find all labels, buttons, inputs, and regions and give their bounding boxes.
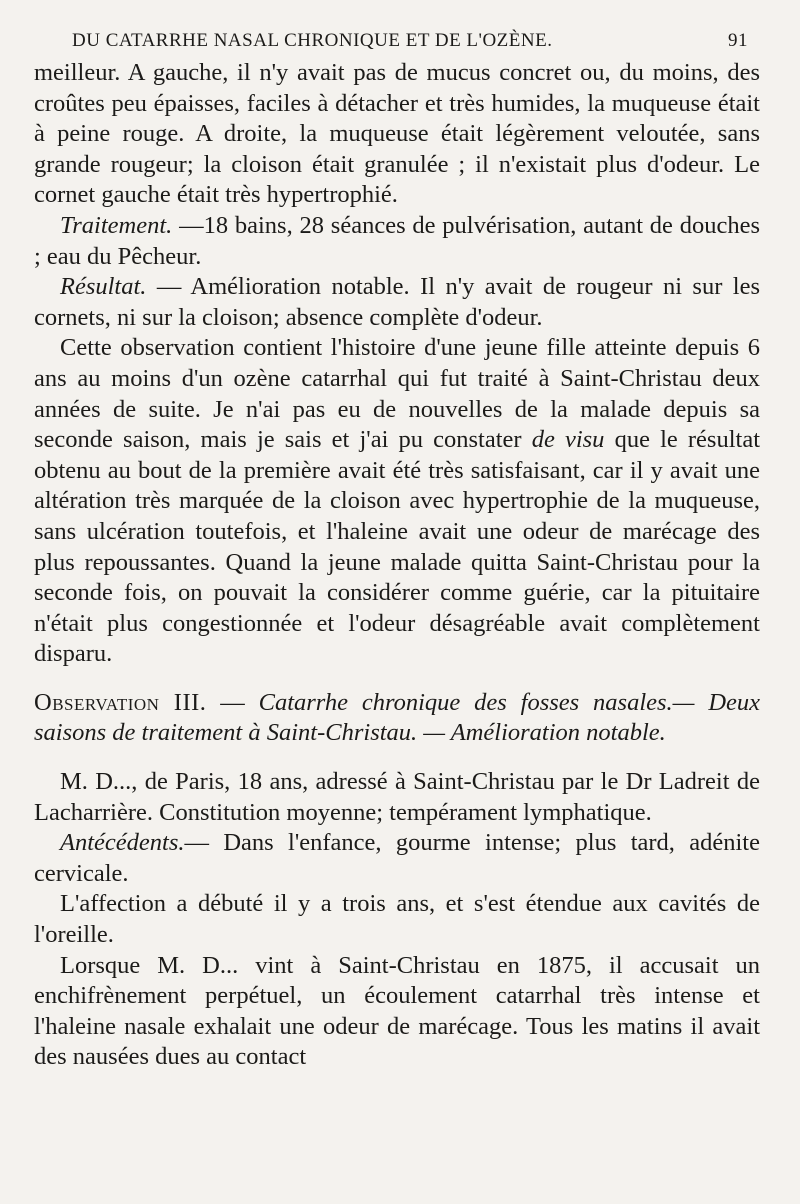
spacer (34, 749, 760, 767)
observation-heading (34, 688, 760, 749)
spacer (34, 670, 760, 688)
paragraph-affection: L'affection a débuté il y a trois ans, et s'est étendue aux cavités de l'oreille. (34, 890, 760, 949)
paragraph-resultat (34, 272, 760, 333)
observation-label: Observation III. (34, 688, 207, 716)
resultat-label: Résultat. (60, 273, 147, 301)
discussion-italic: de visu (531, 426, 605, 454)
paragraph-antecedents (34, 828, 760, 889)
traitement-label: Traitement. (60, 211, 173, 239)
running-header (72, 30, 760, 52)
antecedents-text: — Dans l'enfance, gourme intense; plus tard, adénite cervicale. (34, 829, 760, 887)
observation-dash: — (206, 688, 259, 716)
running-title: DU CATARRHE NASAL CHRONIQUE ET DE L'OZÈNE. (72, 30, 553, 51)
traitement-text: —18 bains, 28 séances de pulvérisation, autant de douches ; eau du Pêcheur. (34, 211, 760, 270)
paragraph-discussion (34, 333, 760, 670)
paragraph-traitement (34, 211, 760, 272)
observation-title: Catarrhe chronique des fosses nasales.— Deux saisons de traitement à Saint-Christau. — Amélioration notable. (34, 688, 761, 747)
paragraph-arrival: Lorsque M. D... vint à Saint-Christau en 1875, il accusait un enchifrènement perpétuel, un écoulement catarrhal très intense et l'haleine nasale exhalait une odeur de marécage. Tous les matins il avait des nausées dues au contact (34, 951, 760, 1071)
discussion-text-1: Cette observation contient l'histoire d'une jeune fille atteinte depuis 6 ans au moins d'un ozène catarrhal qui fut traité à Saint-Christau deux années de suite. Je n'ai pas eu de nouvelles de la malade depuis sa seconde saison, mais je sais et j'ai pu constater (34, 334, 760, 454)
antecedents-label: Antécédents. (60, 829, 185, 857)
paragraph-1: meilleur. A gauche, il n'y avait pas de mucus concret ou, du moins, des croûtes peu épaisses, faciles à détacher et très humides, la muqueuse était à peine rouge. A droite, la muqueuse était légèrement veloutée, sans grande rougeur; la cloison était granulée ; il n'existait plus d'odeur. Le cornet gauche était très hypertrophié. (34, 59, 760, 209)
resultat-text: — Amélioration notable. Il n'y avait de rougeur ni sur les cornets, ni sur la cloison; absence complète d'odeur. (34, 273, 760, 331)
paragraph-patient: M. D..., de Paris, 18 ans, adressé à Saint-Christau par le Dr Ladreit de Lacharrière. Constitution moyenne; tempérament lymphatique. (34, 768, 760, 826)
discussion-text-2: que le résultat obtenu au bout de la première avait été très satisfaisant, car il y avait une altération très marquée de la cloison avec hypertrophie de la muqueuse, sans ulcération toutefois, et l'haleine avait une odeur de marécage des plus repoussantes. Quand la jeune malade quitta Saint-Christau pour la seconde fois, on pouvait la considérer comme guérie, car la pituitaire n'était plus congestionnée et l'odeur désagréable avait complètement disparu. (34, 426, 761, 668)
page-number: 91 (728, 30, 748, 51)
